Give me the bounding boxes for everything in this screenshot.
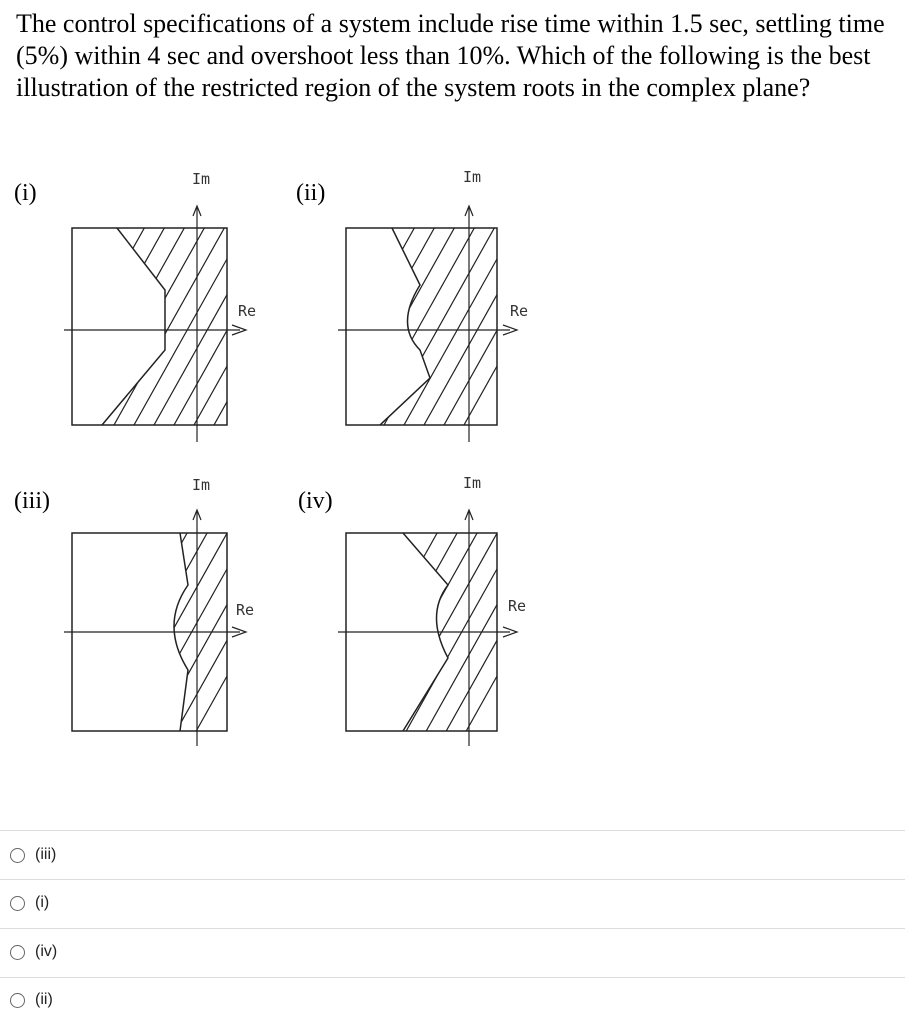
option-iv[interactable] [8, 937, 57, 967]
figure-iv [330, 465, 560, 755]
divider [0, 928, 905, 929]
figure-i [60, 160, 290, 450]
re-label: Re [238, 302, 257, 320]
option-ii[interactable] [8, 985, 53, 1015]
option-i[interactable] [8, 888, 49, 918]
figure-label-iv: (iv) [298, 488, 333, 514]
region-boundary [380, 228, 430, 425]
divider [0, 830, 905, 831]
divider [0, 879, 905, 880]
figure-label-ii: (ii) [296, 180, 326, 206]
figure-iii [60, 465, 290, 755]
re-label: Re [508, 597, 527, 615]
option-label: (iv) [35, 943, 58, 960]
re-label: Re [236, 601, 255, 619]
hatched-region [60, 200, 290, 450]
figure-label-iii: (iii) [14, 488, 50, 514]
divider [0, 977, 905, 978]
option-label: (i) [35, 894, 50, 911]
hatched-region [330, 200, 560, 450]
radio-button[interactable] [10, 848, 25, 863]
im-label: Im [192, 476, 211, 494]
region-boundary [102, 228, 165, 425]
figure-label-i: (i) [14, 180, 37, 206]
option-label: (ii) [35, 991, 53, 1008]
radio-button[interactable] [10, 896, 25, 911]
im-label: Im [192, 170, 211, 188]
question-text: The control specifications of a system include rise time within 1.5 sec, settling time (5%) within 4 sec and overshoot less than 10%. Which of the following is the best illustration of the restricted region of the system roots in the complex plane? [16, 9, 885, 102]
figure-ii [330, 160, 560, 450]
option-iii[interactable] [8, 840, 56, 870]
option-label: (iii) [35, 846, 57, 863]
radio-button[interactable] [10, 945, 25, 960]
im-label: Im [463, 168, 482, 186]
re-label: Re [510, 302, 529, 320]
im-label: Im [463, 474, 482, 492]
radio-button[interactable] [10, 993, 25, 1008]
